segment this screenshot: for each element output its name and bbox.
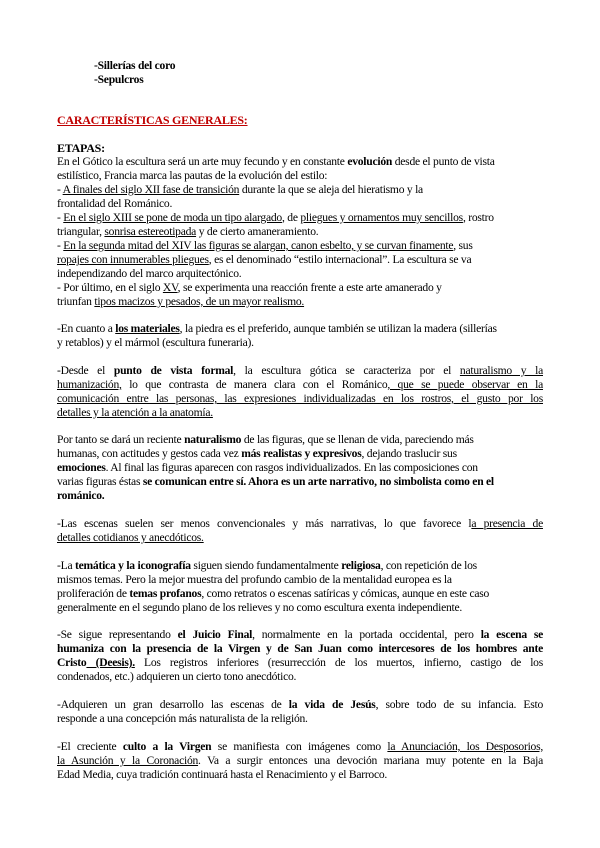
p2-line: y retablos) y el mármol (escultura funeraria). [57,336,254,349]
p8-line: -Adquieren un gran desarrollo las escenas de la vida de Jesús, sobre todo de su infancia. Esto [57,698,543,711]
p6-line: proliferación de temas profanos, como retratos o escenas satíricas y cómicas, aunque en este caso [57,587,490,600]
p3-line: detalles y la atención a la anatomía. [57,406,213,419]
p9-line: -El creciente culto a la Virgen se manifiesta con imágenes como la Anunciación, los Desposorios, [57,740,544,753]
p4-line: románico. [57,489,105,502]
p1-line: - Por último, en el siglo XV, se experimenta una reacción frente a este arte amanerado y [57,281,442,294]
section-heading: CARACTERÍSTICAS GENERALES: [57,113,248,127]
p3-line: humanización, lo que contrasta de manera clara con el Románico, que se puede observar en la [57,378,543,391]
p1-line: - En la segunda mitad del XIV las figuras se alargan, canon esbelto, y se curvan finamente, sus [57,239,473,252]
p4-line: varias figuras éstas se comunican entre sí. Ahora es un arte narrativo, no simbolista como en el [57,475,494,488]
list-item: -Sillerías del coro [94,59,176,72]
p6-line: generalmente en el segundo plano de los relieves y no como escultura exenta independiente. [57,601,463,614]
p7-line: condenados, etc.) adquieren un cierto tono anecdótico. [57,670,297,683]
p9-line: la Asunción y la Coronación. Va a surgir entonces una devoción mariana muy potente en la Baja [57,754,543,767]
p1-line: ropajes con innumerables pliegues, es el denominado “estilo internacional”. La escultura se va [57,253,472,266]
p4-line: Por tanto se dará un reciente naturalismo de las figuras, que se llenan de vida, pareciendo más [57,433,474,446]
p4-line: emociones. Al final las figuras aparecen con rasgos individualizados. En las composiciones con [57,461,478,474]
p2-line: -En cuanto a los materiales, la piedra es el preferido, aunque también se utilizan la madera (sillerías [57,322,497,335]
etapas-title: ETAPAS: [57,141,105,155]
p1-line: - En el siglo XIII se pone de moda un tipo alargado, de pliegues y ornamentos muy sencillos, rostro [57,211,494,224]
p1-line: triangular, sonrisa estereotipada y de cierto amaneramiento. [57,225,319,238]
p7-line: -Se sigue representando el Juicio Final, normalmente en la portada occidental, pero la escena se [57,628,544,641]
p1-line: En el Gótico la escultura será un arte muy fecundo y en constante evolución desde el punto de vista [57,155,495,168]
p8-line: responde a una concepción más naturalista de la religión. [57,712,308,725]
p1-line: frontalidad del Románico. [57,197,173,210]
p1-line: estilístico, Francia marca las pautas de la evolución del estilo: [57,169,328,182]
p6-line: -La temática y la iconografía siguen siendo fundamentalmente religiosa, con repetición de los [57,559,477,572]
p3-line: -Desde el punto de vista formal, la escultura gótica se caracteriza por el naturalismo y la [57,364,543,377]
p3-line: comunicación entre las personas, las expresiones individualizadas en los rostros, el gusto por los [57,392,543,405]
p1-line: triunfan tipos macizos y pesados, de un mayor realismo. [57,295,305,308]
p1-line: independizando del marco arquitectónico. [57,267,242,280]
p6-line: mismos temas. Pero la mejor muestra del profundo cambio de la mentalidad europea es la [57,573,452,586]
p5-line: -Las escenas suelen ser menos convencionales y más narrativas, lo que favorece la presencia de [57,517,543,530]
p4-line: humanas, con actitudes y gestos cada vez más realistas y expresivos, dejando traslucir sus [57,447,457,460]
p5-line: detalles cotidianos y anecdóticos. [57,531,204,544]
p7-line: humaniza con la presencia de la Virgen y de San Juan como intercesores de los hombres ante [57,642,543,655]
p1-line: - A finales del siglo XII fase de transición durante la que se aleja del hieratismo y la [57,183,423,196]
p7-line: Cristo (Deesis). Los registros inferiores (resurrección de los muertos, infierno, castigo de los [57,656,543,669]
p9-line: Edad Media, cuya tradición continuará hasta el Renacimiento y el Barroco. [57,768,388,781]
list-item: -Sepulcros [94,73,144,86]
